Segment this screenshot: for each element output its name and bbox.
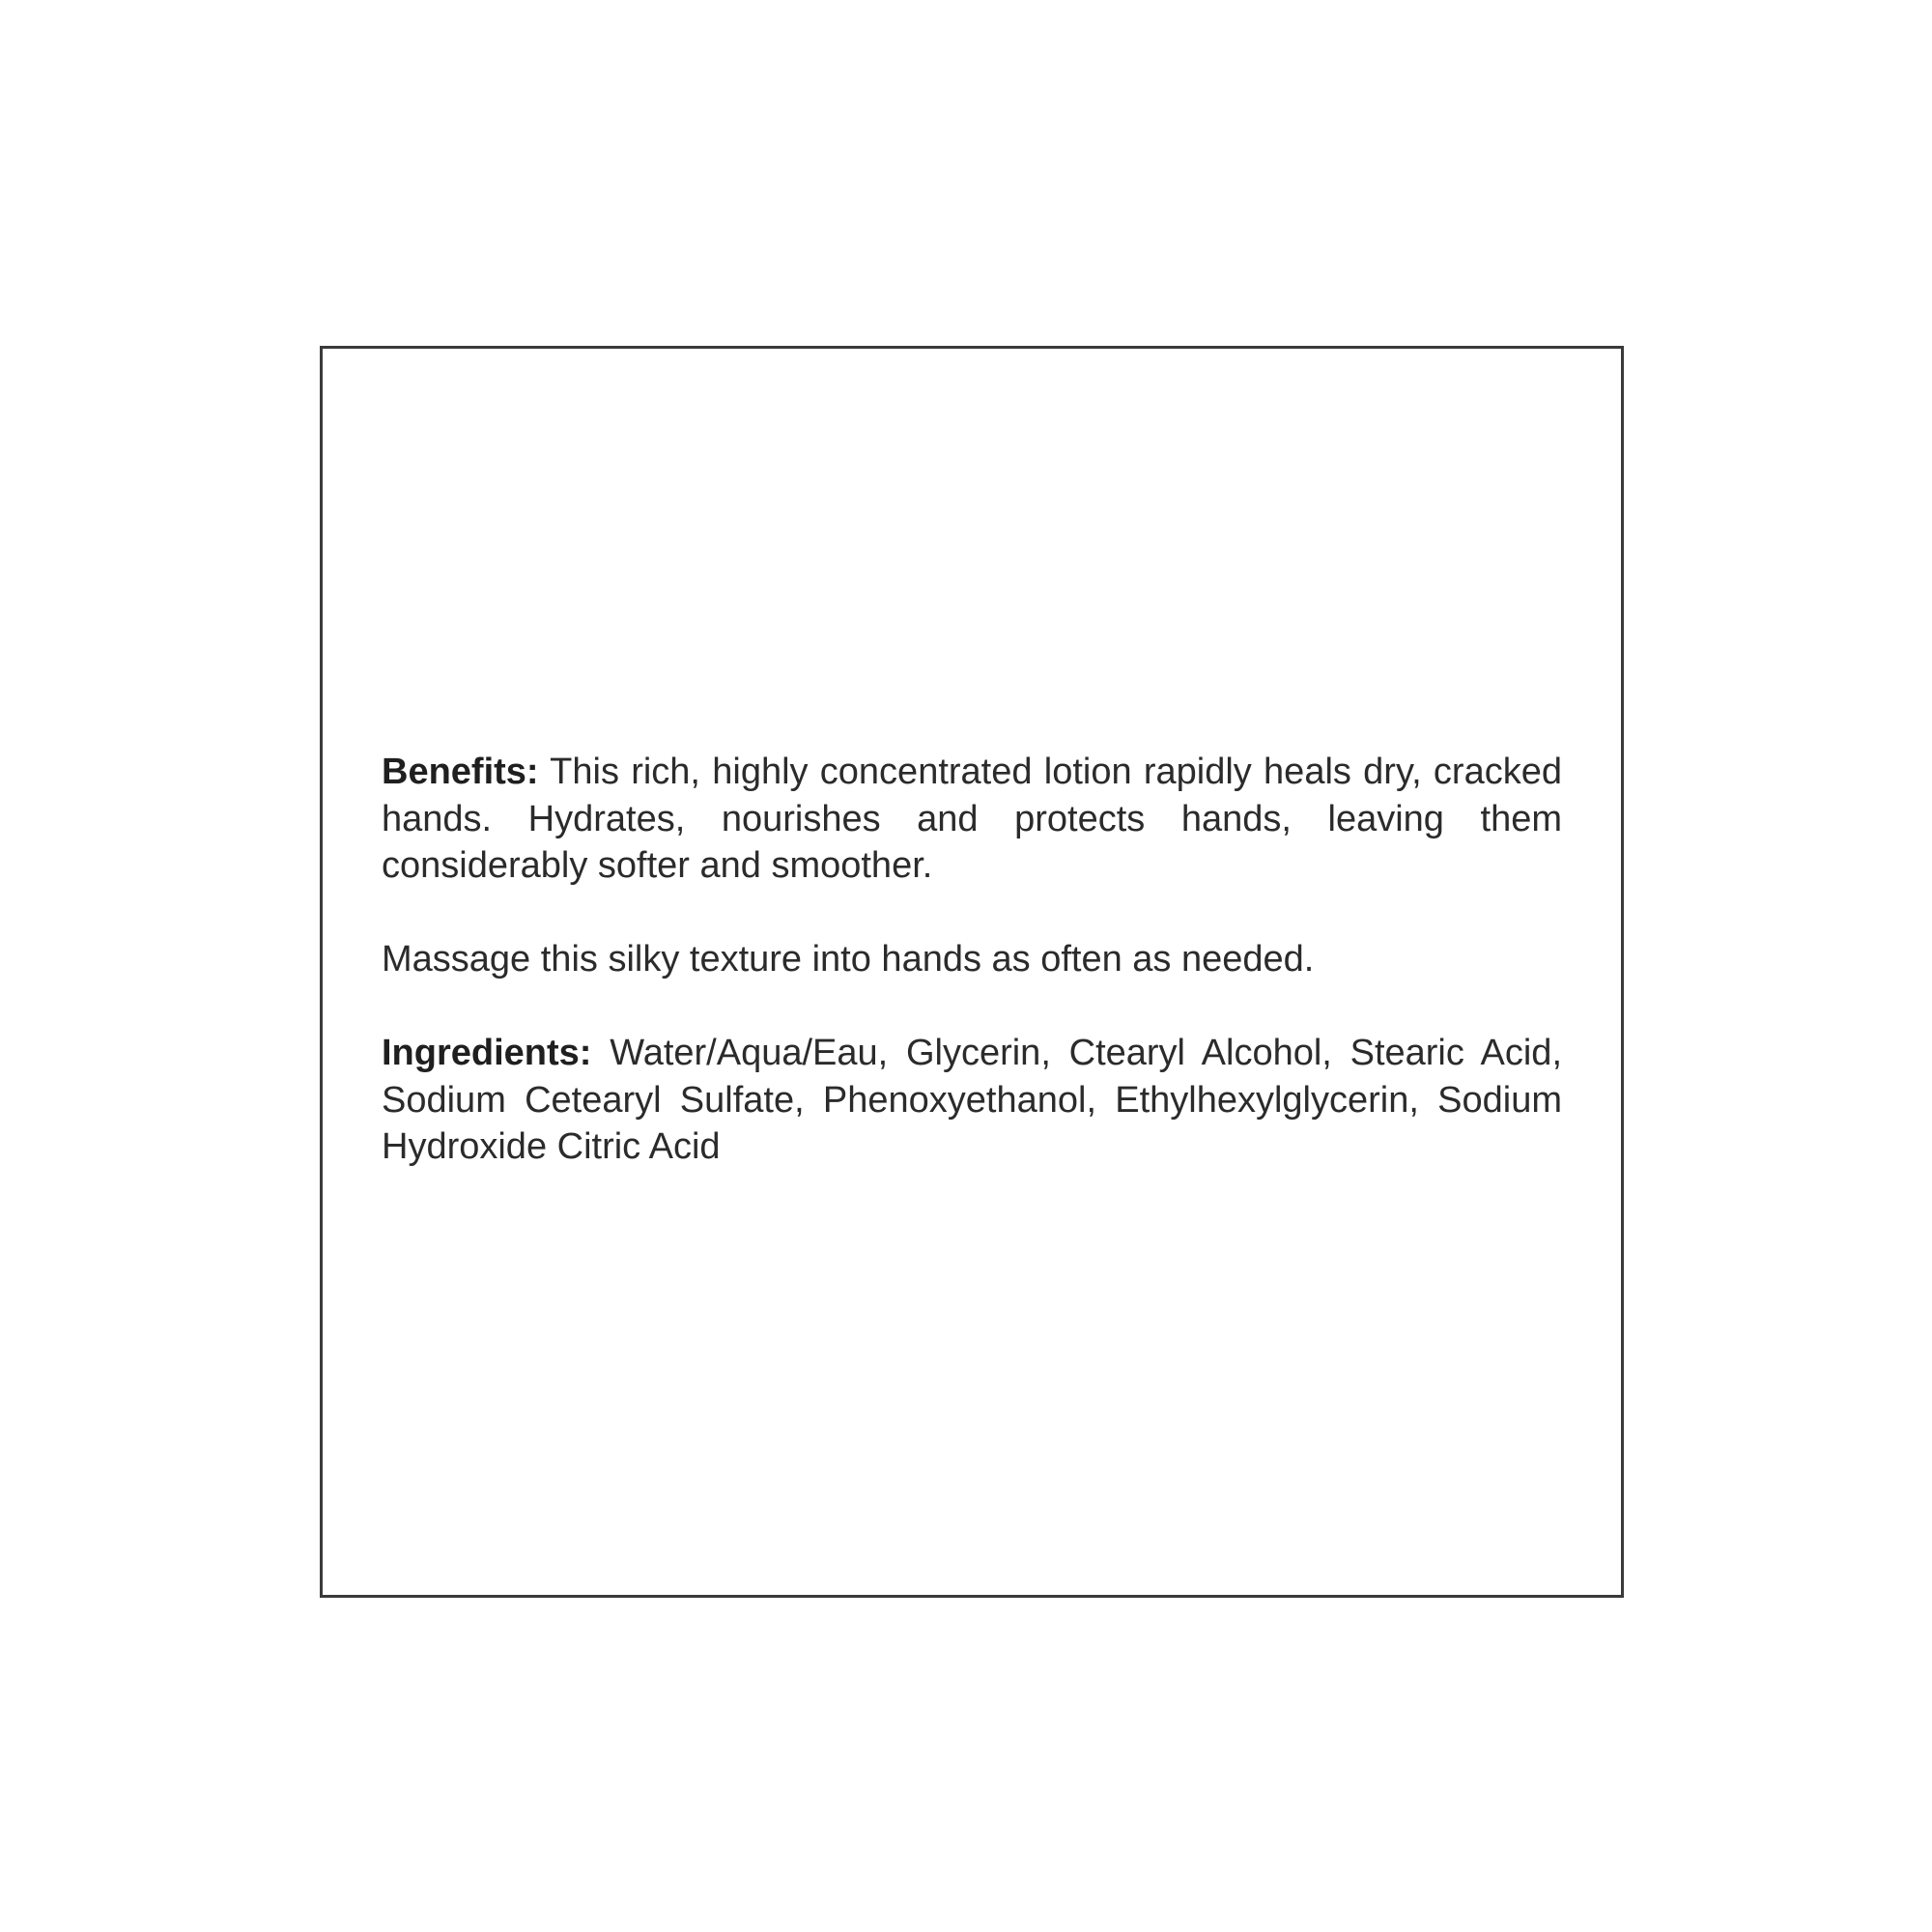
benefits-heading: Benefits: bbox=[382, 752, 539, 792]
ingredients-heading: Ingredients: bbox=[382, 1033, 592, 1073]
benefits-text: This rich, highly concentrated lotion rapidly heals dry, cracked hands. Hydrates, nourishes and protects hands, leaving them considerably softer and smoother. bbox=[382, 752, 1562, 886]
label-copy bbox=[382, 749, 1562, 1171]
directions-text: Massage this silky texture into hands as often as needed. bbox=[382, 939, 1315, 980]
benefits-paragraph bbox=[382, 749, 1562, 890]
ingredients-text: Water/Aqua/Eau, Glycerin, Ctearyl Alcohol, Stearic Acid, Sodium Cetearyl Sulfate, Phenoxyethanol, Ethylhexylglycerin, Sodium Hydroxide Citric Acid bbox=[382, 1033, 1562, 1167]
directions-paragraph bbox=[382, 936, 1562, 983]
ingredients-paragraph bbox=[382, 1030, 1562, 1171]
